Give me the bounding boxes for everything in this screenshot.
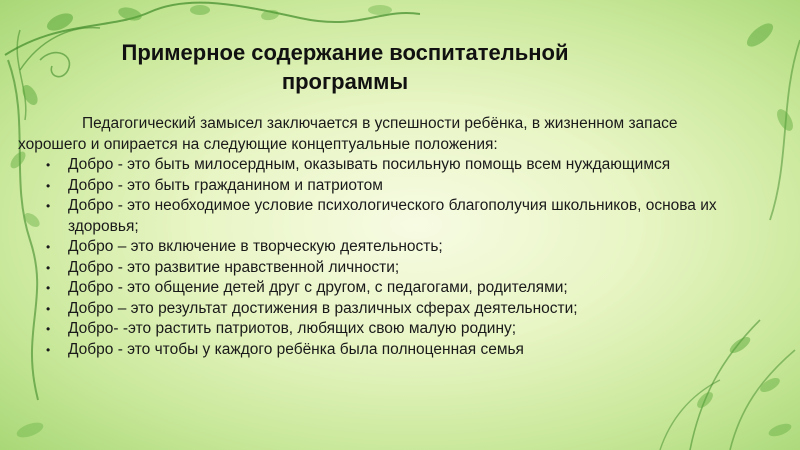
list-item-text: Добро – это включение в творческую деятельность;: [68, 238, 443, 255]
bullet-icon: •: [46, 199, 51, 213]
list-item: [46, 319, 746, 340]
intro-paragraph: Педагогический замысел заключается в успешности ребёнка, в жизненном запасе хорошего и опирается на следующие концептуальные положения:: [18, 115, 678, 153]
list-item-text: Добро- -это растить патриотов, любящих свою малую родину;: [68, 320, 517, 337]
list-item: [46, 237, 746, 258]
list-item: [46, 176, 746, 197]
bullet-icon: •: [46, 178, 51, 193]
list-item: [46, 258, 746, 279]
list-item-text: Добро - это быть гражданином и патриотом: [68, 176, 383, 194]
bullet-icon: •: [46, 281, 51, 295]
list-item-text: Добро - это чтобы у каждого ребёнка была полноценная семья: [68, 340, 524, 358]
list-item-text: Добро - это быть милосердным, оказывать посильную помощь всем нуждающимся: [68, 156, 671, 173]
list-item: [46, 278, 746, 299]
bullet-icon: •: [46, 301, 51, 316]
bullet-icon: •: [46, 342, 51, 357]
list-item: [46, 196, 746, 237]
bullet-icon: •: [46, 240, 51, 254]
list-item: [46, 299, 746, 320]
list-item-text: Добро – это результат достижения в различных сферах деятельности;: [68, 299, 578, 317]
list-item: [46, 155, 746, 176]
list-item-text: Добро - это необходимое условие психологического благополучия школьников, основа их здоровья;: [68, 197, 717, 235]
bullet-icon: •: [46, 260, 51, 275]
list-item-text: Добро - это развитие нравственной личности;: [68, 258, 400, 276]
list-item-text: Добро - это общение детей друг с другом, с педагогами, родителями;: [68, 279, 568, 296]
slide-title: Примерное содержание воспитательной программы: [121, 40, 569, 94]
principles-list: [46, 155, 746, 360]
bullet-icon: •: [46, 158, 51, 172]
list-item: [46, 340, 746, 361]
bullet-icon: •: [46, 322, 51, 336]
